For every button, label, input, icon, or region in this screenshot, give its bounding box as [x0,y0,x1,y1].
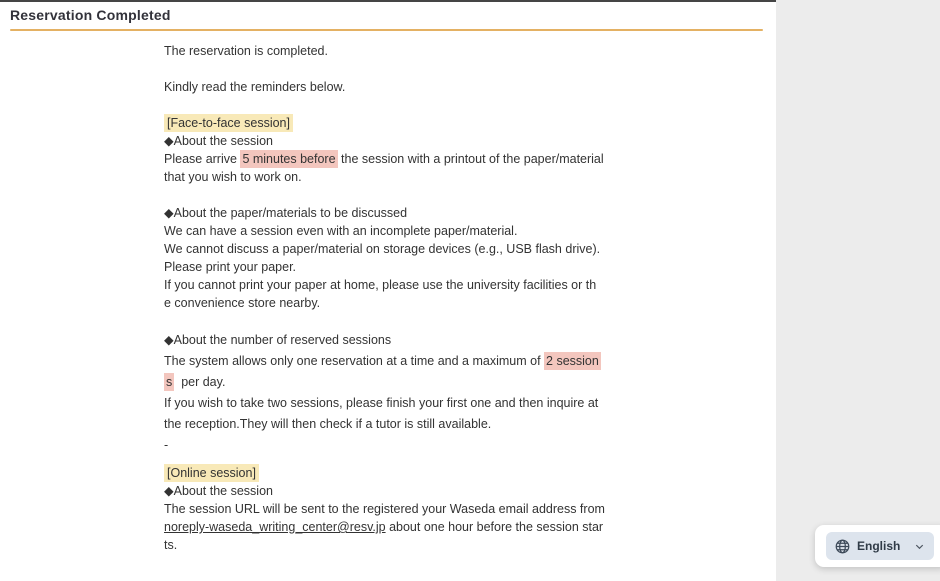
content-line [164,294,776,312]
content-line [164,132,776,150]
content-line [164,536,776,554]
content-line [164,414,776,435]
text-segment: ◆About the number of reserved sessions [164,333,392,347]
text-block [164,114,776,186]
text-segment: The reservation is completed. [164,44,328,58]
content-line [164,168,776,186]
text-block [164,330,776,456]
content-line [164,150,776,168]
content-line [164,276,776,294]
highlighted-text: 2 session [546,354,599,368]
highlighted-text: s [166,375,173,389]
text-segment: e convenience store nearby. [164,296,321,310]
text-segment: the session with a printout of the paper/material [337,152,604,166]
text-block [164,78,776,96]
content-line [164,114,776,132]
content-line [164,518,776,536]
globe-icon [835,539,850,554]
content-line [164,222,776,240]
content-line [164,435,776,456]
highlighted-text: [Online session] [164,464,259,482]
text-segment: The system allows only one reservation at a time and a maximum of [164,354,545,368]
content-line [164,372,776,393]
content-line [164,42,776,60]
language-label: English [857,539,901,553]
text-segment: Kindly read the reminders below. [164,80,346,94]
text-segment: about one hour before the session star [385,520,604,534]
text-segment: If you wish to take two sessions, please finish your first one and then inquire at [164,396,599,410]
email-link[interactable]: noreply-waseda_writing_center@resv.jp [164,520,386,534]
text-segment: Please print your paper. [164,260,297,274]
language-selector-card [815,525,940,567]
text-segment: - [164,438,169,452]
page-header [0,2,776,25]
text-segment: The session URL will be sent to the registered your Waseda email address from [164,502,605,516]
page-title: Reservation Completed [10,7,171,23]
text-segment: that you wish to work on. [164,170,302,184]
language-selector[interactable] [826,532,934,560]
content-line [164,464,776,482]
content-line [164,258,776,276]
content-line [164,204,776,222]
content-line [164,393,776,414]
reminders-text [0,31,776,554]
text-block [164,42,776,60]
content-line [164,482,776,500]
text-segment: ts. [164,538,178,552]
content-line [164,500,776,518]
content-line [164,78,776,96]
text-block [164,464,776,554]
highlighted-text: [Face-to-face session] [164,114,293,132]
chevron-down-icon [914,541,925,552]
text-segment: the reception.They will then check if a tutor is still available. [164,417,492,431]
text-segment: ◆About the paper/materials to be discussed [164,206,408,220]
text-segment: We can have a session even with an incomplete paper/material. [164,224,518,238]
highlighted-text: 5 minutes before [242,152,336,166]
text-segment: ◆About the session [164,134,273,148]
text-segment: Please arrive [164,152,241,166]
content-line [164,330,776,351]
right-gray-panel [776,0,940,581]
content-line [164,351,776,372]
text-segment: ◆About the session [164,484,273,498]
content-line [164,240,776,258]
text-segment: If you cannot print your paper at home, please use the university facilities or th [164,278,597,292]
text-block [164,204,776,312]
text-segment: We cannot discuss a paper/material on storage devices (e.g., USB flash drive). [164,242,601,256]
text-segment: per day. [174,375,226,389]
